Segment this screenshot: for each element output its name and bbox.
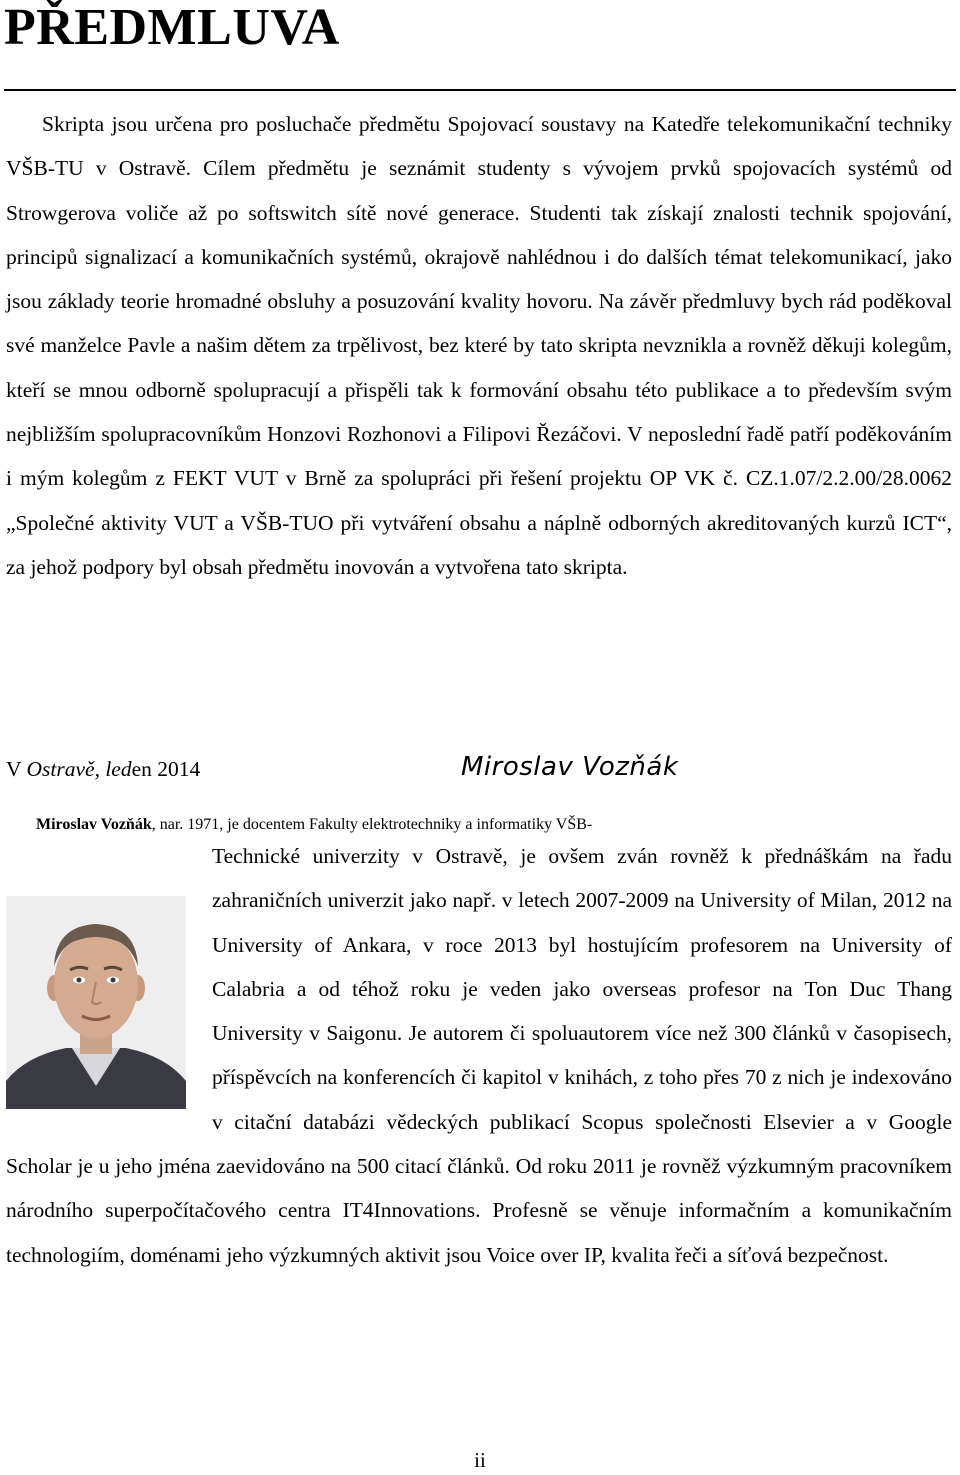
signature-prefix: V xyxy=(6,757,27,781)
signature-date-suffix: en 2014 xyxy=(131,757,201,781)
preface-paragraph: Skripta jsou určena pro posluchače předmětu Spojovací soustavy na Katedře telekomunikační techniky VŠB-TU v Ostravě. Cílem předmětu je seznámit studenty s vývojem prvků spojovacích systémů od Strowgerova voliče až po softswitch sítě nové generace. Studenti tak získají znalosti technik spojování, principů signalizací a komunikačních systémů, okrajově nahlédnou i do dalších témat telekomunikací, jako jsou základy teorie hromadné obsluhy a posuzování kvality hovoru. Na závěr předmluvy bych rád poděkoval své manželce Pavle a našim dětem za trpělivost, bez které by tato skripta nevznikla a rovněž děkuji kolegům, kteří se mnou odborně spolupracují a přispěli tak k formování obsahu této publikace a to především svým nejbližším spolupracovníkům Honzovi Rozhonovi a Filipovi Řezáčovi. V neposlední řadě patří poděkováním i mým kolegům z FEKT VUT v Brně za spolupráci při řešení projektu OP VK č. CZ.1.07/2.2.00/28.0062 „Společné aktivity VUT a VŠB-TUO při vytváření obsahu a náplně odborných akreditovaných kurzů ICT“, za jehož podpory byl obsah předmětu inovován a vytvořena tato skripta. xyxy=(6,112,952,579)
bio-name: Miroslav Vozňák xyxy=(36,816,152,833)
title-rule xyxy=(4,89,956,91)
author-bio xyxy=(6,816,952,1277)
author-photo xyxy=(6,896,186,1109)
page-number: ii xyxy=(474,1448,486,1472)
bio-intro: , nar. 1971, je docentem Fakulty elektrotechniky a informatiky VŠB- xyxy=(151,816,593,833)
page-title: PŘEDMLUVA xyxy=(4,0,340,56)
signature-place: Ostravě, led xyxy=(26,757,132,781)
bio-first-line xyxy=(6,816,952,834)
bio-paragraph: Technické univerzity v Ostravě, je ovšem zván rovněž k přednáškám na řadu zahraničních univerzit jako např. v letech 2007-2009 na University of Milan, 2012 na University of Ankara, v roce 2013 byl hostujícím profesorem na University of Calabria a od téhož roku je veden jako overseas profesor na Ton Duc Thang University v Saigonu. Je autorem či spoluautorem více než 300 článků v časopisech, příspěvcích na konferencích či kapitol v knihách, z toho přes 70 z nich je indexováno v citační databázi vědeckých publikací Scopus společnosti Elsevier a v Google Scholar je u jeho jména zaevidováno na 500 citací článků. Od roku 2011 je rovněž výzkumným pracovníkem národního superpočítačového centra IT4Innovations. Profesně se věnuje informačním a komunikačním technologiím, doménami jeho výzkumných aktivit jsou Voice over IP, kvalita řeči a síťová bezpečnost. xyxy=(6,844,952,1267)
signature-row xyxy=(6,747,952,791)
handwritten-signature: Miroslav Vozňák xyxy=(461,752,679,782)
signature-date xyxy=(6,747,200,791)
